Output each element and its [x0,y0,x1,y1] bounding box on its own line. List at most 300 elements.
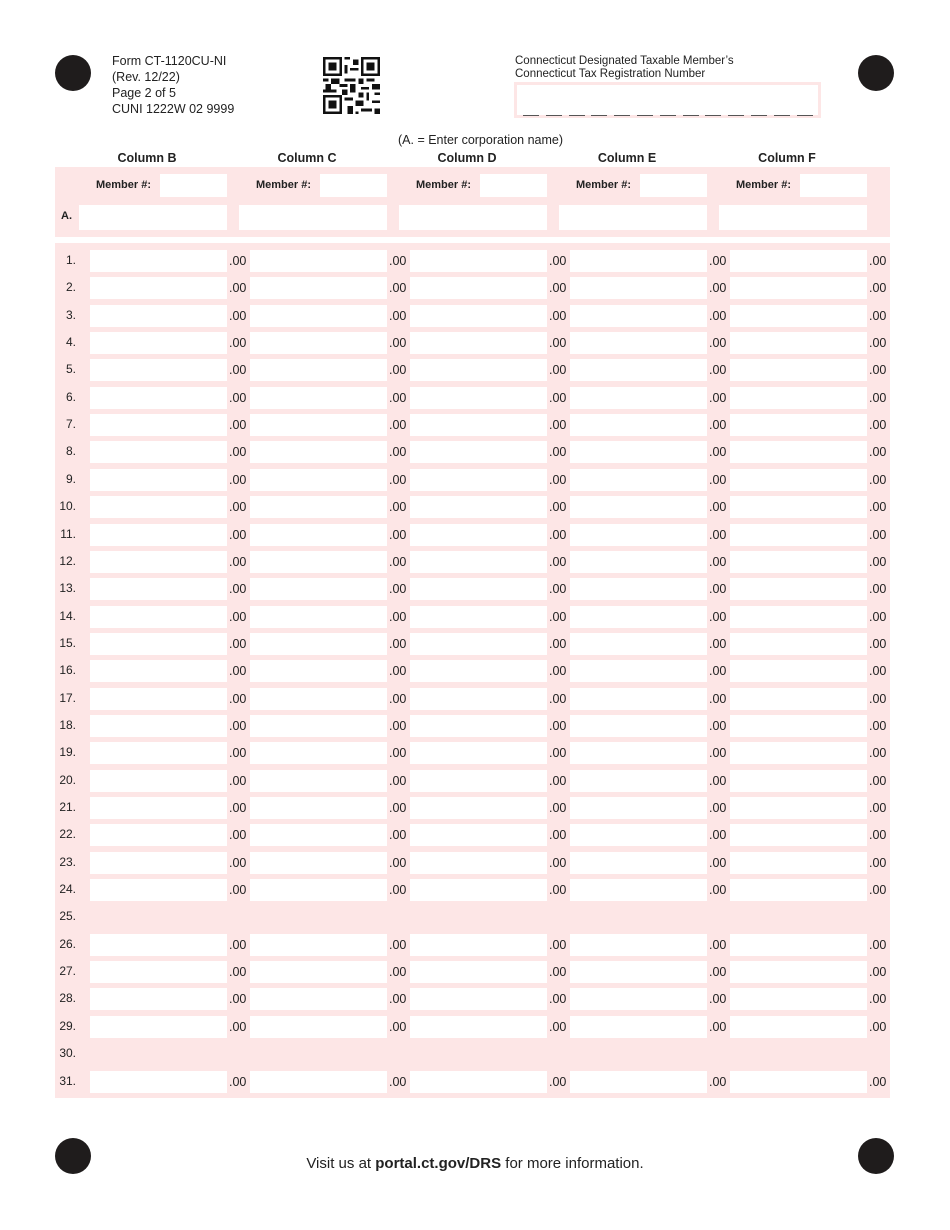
cents-suffix: .00 [869,390,887,405]
registration-digit-slot [637,115,653,116]
amount-input[interactable] [250,797,387,819]
amount-input[interactable] [570,988,707,1010]
amount-input[interactable] [90,469,227,491]
cents-suffix: .00 [549,965,567,980]
amount-input[interactable] [250,1071,387,1093]
amount-input[interactable] [570,934,707,956]
amount-input[interactable] [90,277,227,299]
amount-input[interactable] [410,606,547,628]
cents-suffix: .00 [869,554,887,569]
corporation-name-input[interactable] [559,205,707,230]
member-number-label: Member #: [576,179,632,191]
amount-input[interactable] [570,332,707,354]
cents-suffix: .00 [709,883,727,898]
corporation-name-input[interactable] [719,205,867,230]
cents-suffix: .00 [869,582,887,597]
cents-suffix: .00 [709,801,727,815]
cents-suffix: .00 [389,254,407,268]
amount-input[interactable] [90,1016,227,1038]
amount-input[interactable] [410,1071,547,1093]
footer-text [0,1155,950,1172]
amount-input[interactable] [570,660,707,682]
cents-suffix: .00 [229,636,247,651]
amount-input[interactable] [250,305,387,327]
amount-input[interactable] [250,824,387,846]
amount-input[interactable] [250,934,387,956]
amount-input[interactable] [250,606,387,628]
amount-input[interactable] [730,441,867,463]
cents-suffix: .00 [229,254,247,268]
cents-suffix: .00 [869,773,887,788]
amount-input[interactable] [570,961,707,983]
cents-suffix: .00 [229,363,247,378]
amount-input[interactable] [730,688,867,710]
cents-suffix: .00 [549,445,567,460]
amount-input[interactable] [410,688,547,710]
amount-input[interactable] [730,551,867,573]
registration-digit-slot [728,115,744,116]
amount-input[interactable] [250,1016,387,1038]
amount-input[interactable] [570,688,707,710]
amount-input[interactable] [250,633,387,655]
line-number: 24. [59,882,76,897]
amount-input[interactable] [570,305,707,327]
amount-input[interactable] [250,332,387,354]
amount-input[interactable] [730,332,867,354]
amount-input[interactable] [570,414,707,436]
amount-input[interactable] [90,824,227,846]
amount-input[interactable] [90,770,227,792]
amount-input[interactable] [570,578,707,600]
cents-suffix: .00 [549,855,567,870]
cents-suffix: .00 [709,363,727,378]
cents-suffix: .00 [869,363,887,378]
amount-input[interactable] [410,359,547,381]
cents-suffix: .00 [389,336,407,351]
cents-suffix: .00 [229,691,247,706]
cents-suffix: .00 [869,281,887,296]
amount-input[interactable] [730,879,867,901]
amount-input[interactable] [410,551,547,573]
cents-suffix: .00 [229,445,247,460]
cents-suffix: .00 [709,636,727,651]
column-header: Column E [597,151,657,165]
cents-suffix: .00 [549,254,567,268]
cents-suffix: .00 [869,883,887,898]
line-number: 23. [59,854,76,869]
amount-input[interactable] [410,633,547,655]
cents-suffix: .00 [709,746,727,761]
line-number: 12. [59,553,76,568]
cents-suffix: .00 [709,336,727,351]
amount-input[interactable] [410,742,547,764]
cents-suffix: .00 [389,636,407,651]
cents-suffix: .00 [549,718,567,733]
cents-suffix: .00 [389,937,407,952]
line-number: 7. [65,417,76,432]
amount-input[interactable] [730,414,867,436]
cents-suffix: .00 [389,992,407,1007]
line-number: 11. [60,526,76,541]
amount-input[interactable] [250,770,387,792]
cents-suffix: .00 [709,281,727,296]
amount-input[interactable] [730,578,867,600]
amount-input[interactable] [250,469,387,491]
amount-input[interactable] [410,387,547,409]
cents-suffix: .00 [229,937,247,952]
cents-suffix: .00 [869,636,887,651]
amount-input[interactable] [250,852,387,874]
member-number-label: Member #: [96,179,152,191]
amount-input[interactable] [250,688,387,710]
cents-suffix: .00 [869,937,887,952]
amount-input[interactable] [730,988,867,1010]
amount-input[interactable] [410,988,547,1010]
member-number-input[interactable] [800,174,867,197]
amount-input[interactable] [410,934,547,956]
amount-input[interactable] [570,551,707,573]
line-number: 18. [59,717,76,732]
amount-input[interactable] [410,879,547,901]
amount-input[interactable] [410,496,547,518]
amount-input[interactable] [250,250,387,272]
amount-input[interactable] [250,551,387,573]
cents-suffix: .00 [389,828,407,843]
registration-digit-slot [797,115,813,116]
line-number: 16. [59,663,76,678]
amount-input[interactable] [730,1071,867,1093]
amount-input[interactable] [90,688,227,710]
cents-suffix: .00 [549,664,567,679]
cents-suffix: .00 [709,937,727,952]
line-number: 1. [65,253,76,267]
cents-suffix: .00 [389,664,407,679]
cents-suffix: .00 [229,828,247,843]
cents-suffix: .00 [549,883,567,898]
amount-input[interactable] [730,770,867,792]
amount-input[interactable] [730,469,867,491]
amount-input[interactable] [570,633,707,655]
line-number: 31. [59,1073,76,1088]
cents-suffix: .00 [549,418,567,433]
cents-suffix: .00 [549,773,567,788]
cents-suffix: .00 [549,992,567,1007]
cents-suffix: .00 [229,418,247,433]
amount-input[interactable] [730,633,867,655]
amount-input[interactable] [730,742,867,764]
amount-input[interactable] [90,524,227,546]
amount-input[interactable] [730,305,867,327]
amount-input[interactable] [730,250,867,272]
amount-input[interactable] [90,441,227,463]
cents-suffix: .00 [869,664,887,679]
line-number: 26. [59,936,76,951]
cents-suffix: .00 [709,418,727,433]
amount-input[interactable] [570,797,707,819]
cents-suffix: .00 [229,855,247,870]
cents-suffix: .00 [709,1074,727,1089]
cents-suffix: .00 [869,691,887,706]
amount-input[interactable] [250,359,387,381]
amount-input[interactable] [570,742,707,764]
registration-digit-slot [683,115,699,116]
amount-input[interactable] [410,305,547,327]
line-number: 29. [59,1018,76,1033]
cents-suffix: .00 [229,718,247,733]
page-number: Page 2 of 5 [112,86,176,100]
amount-input[interactable] [90,633,227,655]
cents-suffix: .00 [389,308,407,323]
amount-input[interactable] [730,934,867,956]
amount-input[interactable] [250,715,387,737]
amount-input[interactable] [570,879,707,901]
amount-input[interactable] [250,879,387,901]
cents-suffix: .00 [229,609,247,624]
cents-suffix: .00 [229,527,247,542]
amount-input[interactable] [410,414,547,436]
cents-suffix: .00 [389,1019,407,1034]
cents-suffix: .00 [389,883,407,898]
registration-label-line1: Connecticut Designated Taxable Member’s [515,55,734,67]
amount-input[interactable] [410,332,547,354]
cents-suffix: .00 [389,773,407,788]
amount-input[interactable] [730,797,867,819]
amount-input[interactable] [570,277,707,299]
amount-input[interactable] [90,715,227,737]
cents-suffix: .00 [709,527,727,542]
amount-input[interactable] [570,359,707,381]
amount-input[interactable] [250,414,387,436]
corporation-name-input[interactable] [79,205,227,230]
cents-suffix: .00 [229,500,247,515]
amount-input[interactable] [410,961,547,983]
amount-input[interactable] [570,606,707,628]
amount-input[interactable] [90,988,227,1010]
amount-input[interactable] [90,1071,227,1093]
cents-suffix: .00 [229,801,247,815]
member-number-label: Member #: [256,179,312,191]
corporation-name-input[interactable] [239,205,387,230]
cents-suffix: .00 [389,418,407,433]
line-number: 6. [65,389,76,404]
amount-input[interactable] [90,797,227,819]
amount-input[interactable] [250,961,387,983]
cents-suffix: .00 [389,390,407,405]
registration-number-field[interactable] [514,82,821,118]
line-number: 4. [65,335,76,350]
amount-input[interactable] [570,715,707,737]
amount-input[interactable] [90,387,227,409]
amount-input[interactable] [570,770,707,792]
amount-input[interactable] [730,715,867,737]
cents-suffix: .00 [389,718,407,733]
member-number-input[interactable] [480,174,547,197]
cents-suffix: .00 [389,691,407,706]
amount-input[interactable] [90,606,227,628]
cents-suffix: .00 [389,554,407,569]
member-number-input[interactable] [640,174,707,197]
cents-suffix: .00 [549,308,567,323]
cents-suffix: .00 [229,472,247,487]
corporation-name-input[interactable] [399,205,547,230]
amount-input[interactable] [90,742,227,764]
registration-digit-slot [660,115,676,116]
registration-mark-top-right [858,55,894,91]
amount-input[interactable] [410,578,547,600]
cents-suffix: .00 [549,1019,567,1034]
cents-suffix: .00 [389,965,407,980]
amount-input[interactable] [730,660,867,682]
drs-link[interactable]: portal.ct.gov/DRS [375,1155,502,1172]
amount-input[interactable] [410,524,547,546]
amount-input[interactable] [250,578,387,600]
amount-input[interactable] [410,1016,547,1038]
cents-suffix: .00 [709,1019,727,1034]
amount-input[interactable] [570,1071,707,1093]
amount-input[interactable] [250,277,387,299]
cents-suffix: .00 [869,609,887,624]
cents-suffix: .00 [549,746,567,761]
cents-suffix: .00 [869,308,887,323]
amount-input[interactable] [250,742,387,764]
amount-input[interactable] [570,524,707,546]
amount-input[interactable] [90,961,227,983]
line-number: 25. [59,909,76,924]
cents-suffix: .00 [549,527,567,542]
amount-input[interactable] [730,824,867,846]
amount-input[interactable] [410,277,547,299]
cents-suffix: .00 [709,718,727,733]
amount-input[interactable] [90,305,227,327]
cents-suffix: .00 [869,418,887,433]
amount-input[interactable] [730,852,867,874]
cents-suffix: .00 [229,773,247,788]
amount-input[interactable] [570,852,707,874]
amount-input[interactable] [90,414,227,436]
cents-suffix: .00 [709,691,727,706]
amount-input[interactable] [410,770,547,792]
registration-digit-slot [705,115,721,116]
amount-input[interactable] [730,606,867,628]
cents-suffix: .00 [389,855,407,870]
amount-input[interactable] [570,824,707,846]
amount-input[interactable] [410,852,547,874]
line-number: 9. [65,471,76,486]
cents-suffix: .00 [709,609,727,624]
amount-input[interactable] [90,250,227,272]
cents-suffix: .00 [229,746,247,761]
amount-input[interactable] [90,934,227,956]
amount-input[interactable] [410,660,547,682]
amount-input[interactable] [410,441,547,463]
member-number-input[interactable] [320,174,387,197]
member-number-label: Member #: [736,179,792,191]
footer-prefix: Visit us at [306,1155,376,1172]
amount-input[interactable] [90,879,227,901]
amount-input[interactable] [730,961,867,983]
amount-input[interactable] [730,359,867,381]
line-number: 5. [65,362,76,377]
amount-input[interactable] [570,387,707,409]
cents-suffix: .00 [229,281,247,296]
amount-input[interactable] [250,387,387,409]
cents-suffix: .00 [549,363,567,378]
amount-input[interactable] [90,551,227,573]
amount-input[interactable] [90,578,227,600]
cents-suffix: .00 [709,992,727,1007]
cents-suffix: .00 [549,1074,567,1089]
cents-suffix: .00 [389,445,407,460]
cents-suffix: .00 [709,664,727,679]
cents-suffix: .00 [549,609,567,624]
amount-input[interactable] [730,277,867,299]
line-number: 3. [65,307,76,322]
amount-input[interactable] [570,250,707,272]
registration-digit-slot [751,115,767,116]
cents-suffix: .00 [869,336,887,351]
amount-input[interactable] [90,496,227,518]
member-number-input[interactable] [160,174,227,197]
amount-input[interactable] [570,469,707,491]
form-id: Form CT-1120CU-NI [112,54,227,68]
amount-input[interactable] [90,359,227,381]
cents-suffix: .00 [229,1019,247,1034]
cents-suffix: .00 [549,472,567,487]
row-label-a: A. [61,210,72,222]
cents-suffix: .00 [229,336,247,351]
amount-input[interactable] [250,441,387,463]
cents-suffix: .00 [709,582,727,597]
amount-input[interactable] [570,1016,707,1038]
line-number: 28. [59,991,76,1006]
amount-input[interactable] [410,250,547,272]
cents-suffix: .00 [389,746,407,761]
amount-input[interactable] [90,332,227,354]
registration-label [515,55,734,81]
amount-input[interactable] [410,469,547,491]
amount-input[interactable] [570,441,707,463]
cents-suffix: .00 [229,308,247,323]
column-header: Column B [117,151,177,165]
cents-suffix: .00 [709,500,727,515]
amount-input[interactable] [90,852,227,874]
amount-input[interactable] [410,715,547,737]
cents-suffix: .00 [549,828,567,843]
amount-input[interactable] [730,387,867,409]
cents-suffix: .00 [389,363,407,378]
amount-input[interactable] [570,496,707,518]
amount-input[interactable] [90,660,227,682]
amount-input[interactable] [730,1016,867,1038]
cents-suffix: .00 [549,582,567,597]
amount-input[interactable] [410,824,547,846]
column-header: Column C [277,151,337,165]
amount-input[interactable] [730,524,867,546]
amount-input[interactable] [410,797,547,819]
registration-label-line2: Connecticut Tax Registration Number [515,68,706,80]
amount-input[interactable] [250,660,387,682]
registration-mark-top-left [55,55,91,91]
amount-input[interactable] [730,496,867,518]
amount-input[interactable] [250,496,387,518]
cents-suffix: .00 [869,992,887,1007]
cents-suffix: .00 [869,445,887,460]
amount-input[interactable] [250,524,387,546]
cents-suffix: .00 [549,801,567,815]
amount-input[interactable] [250,988,387,1010]
cents-suffix: .00 [709,965,727,980]
cents-suffix: .00 [549,281,567,296]
